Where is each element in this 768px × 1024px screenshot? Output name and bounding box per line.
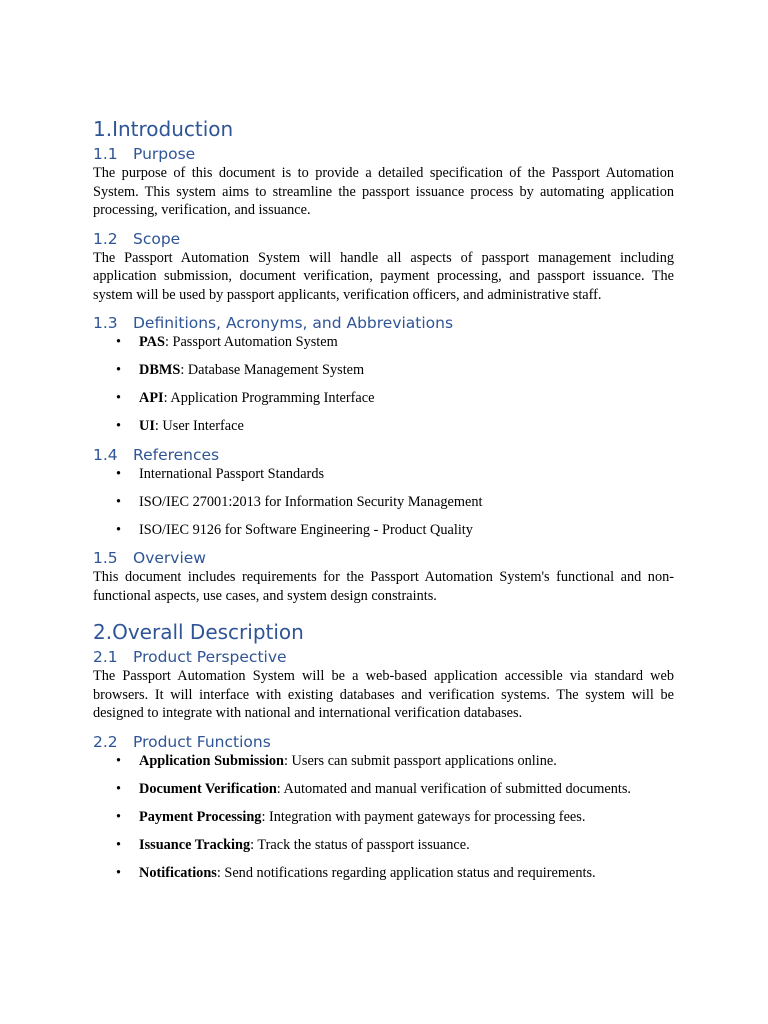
list-item <box>93 836 674 855</box>
subsection-title: References <box>133 445 220 464</box>
paragraph-scope: The Passport Automation System will handle all aspects of passport management including application submission, document verification, payment processing, and passport issuance. The system will be used by passport applicants, verification officers, and administrative staff. <box>93 249 674 303</box>
subsection-title: Purpose <box>133 145 196 163</box>
bullet-icon: • <box>116 864 122 881</box>
list-item <box>93 361 674 380</box>
bullet-icon: • <box>116 465 122 482</box>
list-item <box>93 808 674 827</box>
paragraph-purpose: The purpose of this document is to provide a detailed specification of the Passport Automation System. This system aims to streamline the passport issuance process by automating application processing, verification, and issuance. <box>93 165 674 218</box>
subsection-number: 1.4 <box>93 445 118 464</box>
subsection-number: 1.2 <box>93 229 118 248</box>
term-description: : Track the status of passport issuance. <box>250 836 470 853</box>
bullet-icon: • <box>116 418 122 434</box>
references-list <box>93 465 674 540</box>
section-overall-description <box>93 619 674 882</box>
bullet-icon: • <box>116 362 122 378</box>
term-description: : Application Programming Interface <box>163 390 375 406</box>
list-item <box>93 780 674 799</box>
reference-text: ISO/IEC 27001:2013 for Information Security Management <box>139 493 483 510</box>
subsection-title: Scope <box>133 229 181 248</box>
term-description: : Send notifications regarding application status and requirements. <box>216 864 596 881</box>
subsection-heading-overview <box>93 548 674 568</box>
subsection-heading-product-functions <box>93 732 674 752</box>
reference-text: International Passport Standards <box>139 465 325 482</box>
subsection-number: 1.1 <box>93 145 118 163</box>
bullet-icon: • <box>116 493 122 510</box>
subsection-title: Product Perspective <box>133 648 287 666</box>
document-content <box>93 116 674 882</box>
list-item <box>93 864 674 883</box>
bullet-icon: • <box>116 521 122 538</box>
section-heading: 1.Introduction <box>93 117 234 141</box>
subsection-heading-scope <box>93 229 674 249</box>
term-description: : Users can submit passport applications online. <box>284 752 557 769</box>
bullet-icon: • <box>116 334 122 350</box>
subsection-title: Product Functions <box>133 732 271 751</box>
subsection-title: Definitions, Acronyms, and Abbreviations <box>133 314 454 332</box>
term-description: : Automated and manual verification of submitted documents. <box>276 780 631 797</box>
term-description: : User Interface <box>154 418 244 434</box>
term: Application Submission <box>139 752 285 769</box>
term: Notifications <box>139 864 217 881</box>
list-item <box>93 752 674 771</box>
list-item <box>93 493 674 512</box>
subsection-number: 2.1 <box>93 648 118 666</box>
term-description: : Integration with payment gateways for processing fees. <box>261 808 586 825</box>
subsection-heading-product-perspective <box>93 647 674 667</box>
bullet-icon: • <box>116 808 122 825</box>
reference-text: ISO/IEC 9126 for Software Engineering - Product Quality <box>139 521 473 538</box>
term: Issuance Tracking <box>139 836 251 853</box>
list-item <box>93 333 674 352</box>
bullet-icon: • <box>116 836 122 853</box>
list-item <box>93 417 674 436</box>
paragraph-product-perspective: The Passport Automation System will be a web-based application accessible via standard web browsers. It will interface with existing databases and verification systems. The system will be designed to integrate with national and international verification databases. <box>93 668 674 721</box>
subsection-number: 1.3 <box>93 314 118 332</box>
bullet-icon: • <box>116 752 122 769</box>
list-item <box>93 389 674 408</box>
bullet-icon: • <box>116 780 122 797</box>
subsection-title: Overview <box>133 549 206 567</box>
subsection-heading-references <box>93 445 674 465</box>
subsection-heading-purpose <box>93 144 674 164</box>
list-item <box>93 465 674 484</box>
term-description: : Passport Automation System <box>164 334 338 350</box>
section-heading: 2.Overall Description <box>93 620 304 644</box>
subsection-number: 2.2 <box>93 732 118 751</box>
subsection-heading-definitions <box>93 313 674 333</box>
section-introduction <box>93 116 674 605</box>
product-functions-list <box>93 752 674 883</box>
term: API <box>139 390 164 406</box>
term: PAS <box>139 334 165 350</box>
bullet-icon: • <box>116 390 122 406</box>
subsection-number: 1.5 <box>93 549 118 567</box>
term-description: : Database Management System <box>180 362 365 378</box>
list-item <box>93 521 674 540</box>
term: Payment Processing <box>139 808 262 825</box>
term: Document Verification <box>139 780 277 797</box>
term: DBMS <box>139 362 181 378</box>
definitions-list <box>93 333 674 436</box>
paragraph-overview: This document includes requirements for the Passport Automation System's functional and non-functional aspects, use cases, and system design constraints. <box>93 569 674 604</box>
term: UI <box>139 418 155 434</box>
